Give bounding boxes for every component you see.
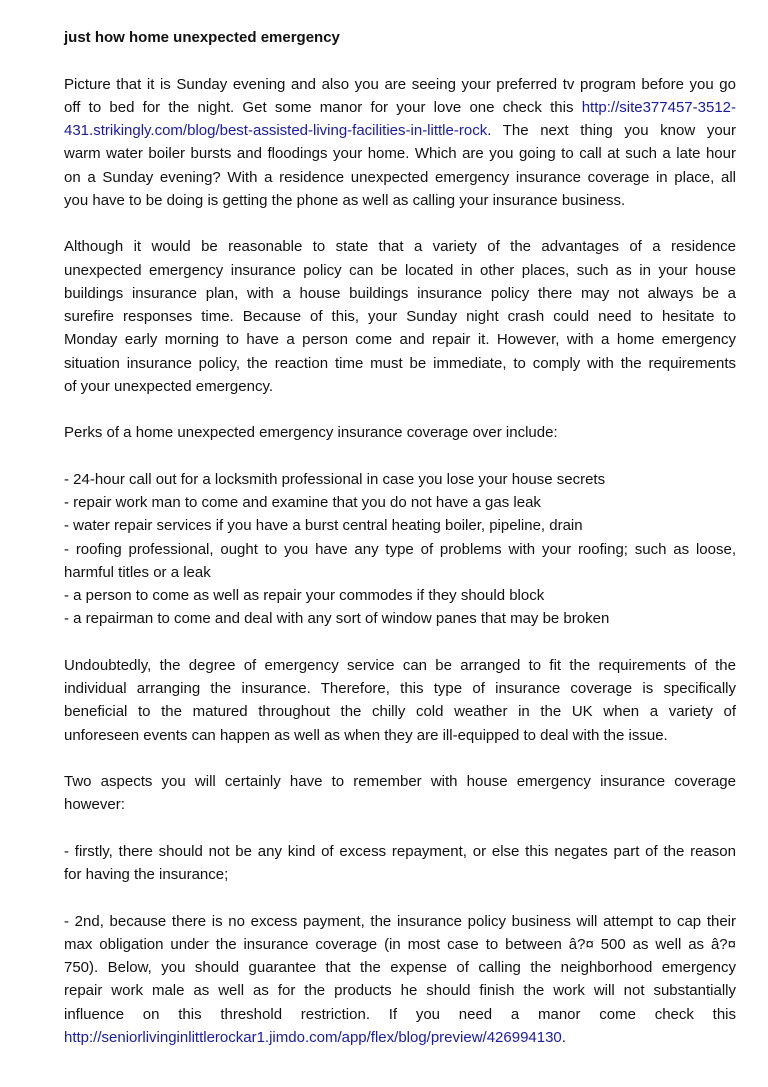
text-line <box>64 979 736 1002</box>
text-span: harmful titles or a leak <box>64 563 211 581</box>
text-line <box>64 328 736 351</box>
blank-line <box>64 747 736 770</box>
text-span: situation insurance policy, the reaction time must be immediate, to comply with the requirements <box>64 354 736 372</box>
text-span: - water repair services if you have a burst central heating boiler, pipeline, drain <box>64 517 583 535</box>
text-line <box>64 910 736 933</box>
text-line <box>64 863 736 886</box>
blank-line <box>64 817 736 840</box>
text-span: Picture that it is Sunday evening and also you are seeing your preferred tv program before you go <box>64 75 736 93</box>
text-span: surefire responses time. Because of this, your Sunday night crash could need to hesitate to <box>64 308 736 325</box>
document-body <box>64 26 736 1049</box>
hyperlink[interactable]: http://site377457-3512- <box>581 98 736 116</box>
text-span: Undoubtedly, the degree of emergency service can be arranged to fit the requirements of the <box>64 656 736 674</box>
text-line <box>64 352 736 375</box>
text-line <box>64 956 736 979</box>
text-line <box>64 235 736 258</box>
blank-line <box>64 631 736 654</box>
blank-line <box>64 398 736 421</box>
text-span: - a repairman to come and deal with any sort of window panes that may be broken <box>64 610 610 628</box>
text-line <box>64 375 736 398</box>
text-line <box>64 561 736 584</box>
blank-line <box>64 445 736 468</box>
text-span: beneficial to the matured throughout the chilly cold weather in the UK when a variety of <box>64 703 736 721</box>
blank-line <box>64 212 736 235</box>
text-line <box>64 933 736 956</box>
blank-line <box>64 886 736 909</box>
text-span: - a person to come as well as repair your commodes if they should block <box>64 587 545 604</box>
text-span: however: <box>64 796 125 814</box>
text-line <box>64 142 736 165</box>
text-span: on a Sunday evening? With a residence unexpected emergency insurance coverage in place, all <box>64 168 736 186</box>
text-span: for having the insurance; <box>64 866 229 883</box>
text-line <box>64 514 736 537</box>
text-span: individual arranging the insurance. Therefore, this type of insurance coverage is specifically <box>64 680 736 697</box>
text-span: you have to be doing is getting the phone as well as calling your insurance business. <box>64 191 626 209</box>
blank-line <box>64 49 736 72</box>
text-line <box>64 607 736 630</box>
text-span: of your unexpected emergency. <box>64 377 274 395</box>
text-span: just how home unexpected emergency <box>64 29 340 46</box>
text-span: - repair work man to come and examine that you do not have a gas leak <box>64 494 541 511</box>
text-span: . <box>561 1028 566 1046</box>
text-line <box>64 259 736 282</box>
text-line <box>64 305 736 328</box>
text-line <box>64 654 736 677</box>
text-span: Monday early morning to have a person come and repair it. However, with a home emergency <box>64 331 736 349</box>
text-span: unexpected emergency insurance policy can be located in other places, such as in your house <box>64 261 736 279</box>
text-span: buildings insurance plan, with a house buildings insurance policy there may not always be a <box>64 284 736 302</box>
text-span: Perks of a home unexpected emergency insurance coverage over include: <box>64 424 558 442</box>
text-span: Two aspects you will certainly have to remember with house emergency insurance coverage <box>64 773 736 790</box>
text-line <box>64 96 736 119</box>
text-span: off to bed for the night. Get some manor for your love one check this <box>64 98 582 116</box>
text-line <box>64 724 736 747</box>
text-line <box>64 421 736 444</box>
text-span: - 2nd, because there is no excess payment, the insurance policy business will attempt to cap their <box>64 912 736 930</box>
text-line <box>64 1003 736 1026</box>
text-line <box>64 538 736 561</box>
text-span: Although it would be reasonable to state that a variety of the advantages of a residence <box>64 238 736 256</box>
text-span: warm water boiler bursts and floodings your home. Which are you going to call at such a late hour <box>64 145 736 163</box>
text-line <box>64 677 736 700</box>
text-line <box>64 584 736 607</box>
hyperlink[interactable]: 431.strikingly.com/blog/best-assisted-living-facilities-in-little-rock <box>64 122 488 139</box>
document-title <box>64 26 736 49</box>
text-span: max obligation under the insurance coverage (in most case to between â?¤ 500 as well as â?¤ <box>64 935 736 953</box>
text-span: - 24-hour call out for a locksmith professional in case you lose your house secrets <box>64 470 606 488</box>
text-line <box>64 770 736 793</box>
text-line <box>64 119 736 142</box>
text-line <box>64 189 736 212</box>
text-line <box>64 166 736 189</box>
text-line <box>64 1026 736 1049</box>
text-span: . The next thing you know your <box>487 122 736 139</box>
text-line <box>64 73 736 96</box>
text-span: - firstly, there should not be any kind of excess repayment, or else this negates part of the reason <box>64 842 736 860</box>
text-line <box>64 700 736 723</box>
text-line <box>64 468 736 491</box>
text-line <box>64 840 736 863</box>
text-line <box>64 793 736 816</box>
text-line <box>64 491 736 514</box>
text-line <box>64 282 736 305</box>
text-span: repair work male as well as for the products he should finish the work will not substantially <box>64 982 736 1000</box>
text-span: - roofing professional, ought to you have any type of problems with your roofing; such as loose, <box>64 540 736 558</box>
text-span: 750). Below, you should guarantee that the expense of calling the neighborhood emergency <box>64 959 736 976</box>
text-span: influence on this threshold restriction. If you need a manor come check this <box>64 1005 736 1023</box>
hyperlink[interactable]: http://seniorlivinginlittlerockar1.jimdo.com/app/flex/blog/preview/426994130 <box>64 1028 562 1046</box>
text-span: unforeseen events can happen as well as when they are ill-equipped to deal with the issue. <box>64 726 668 744</box>
